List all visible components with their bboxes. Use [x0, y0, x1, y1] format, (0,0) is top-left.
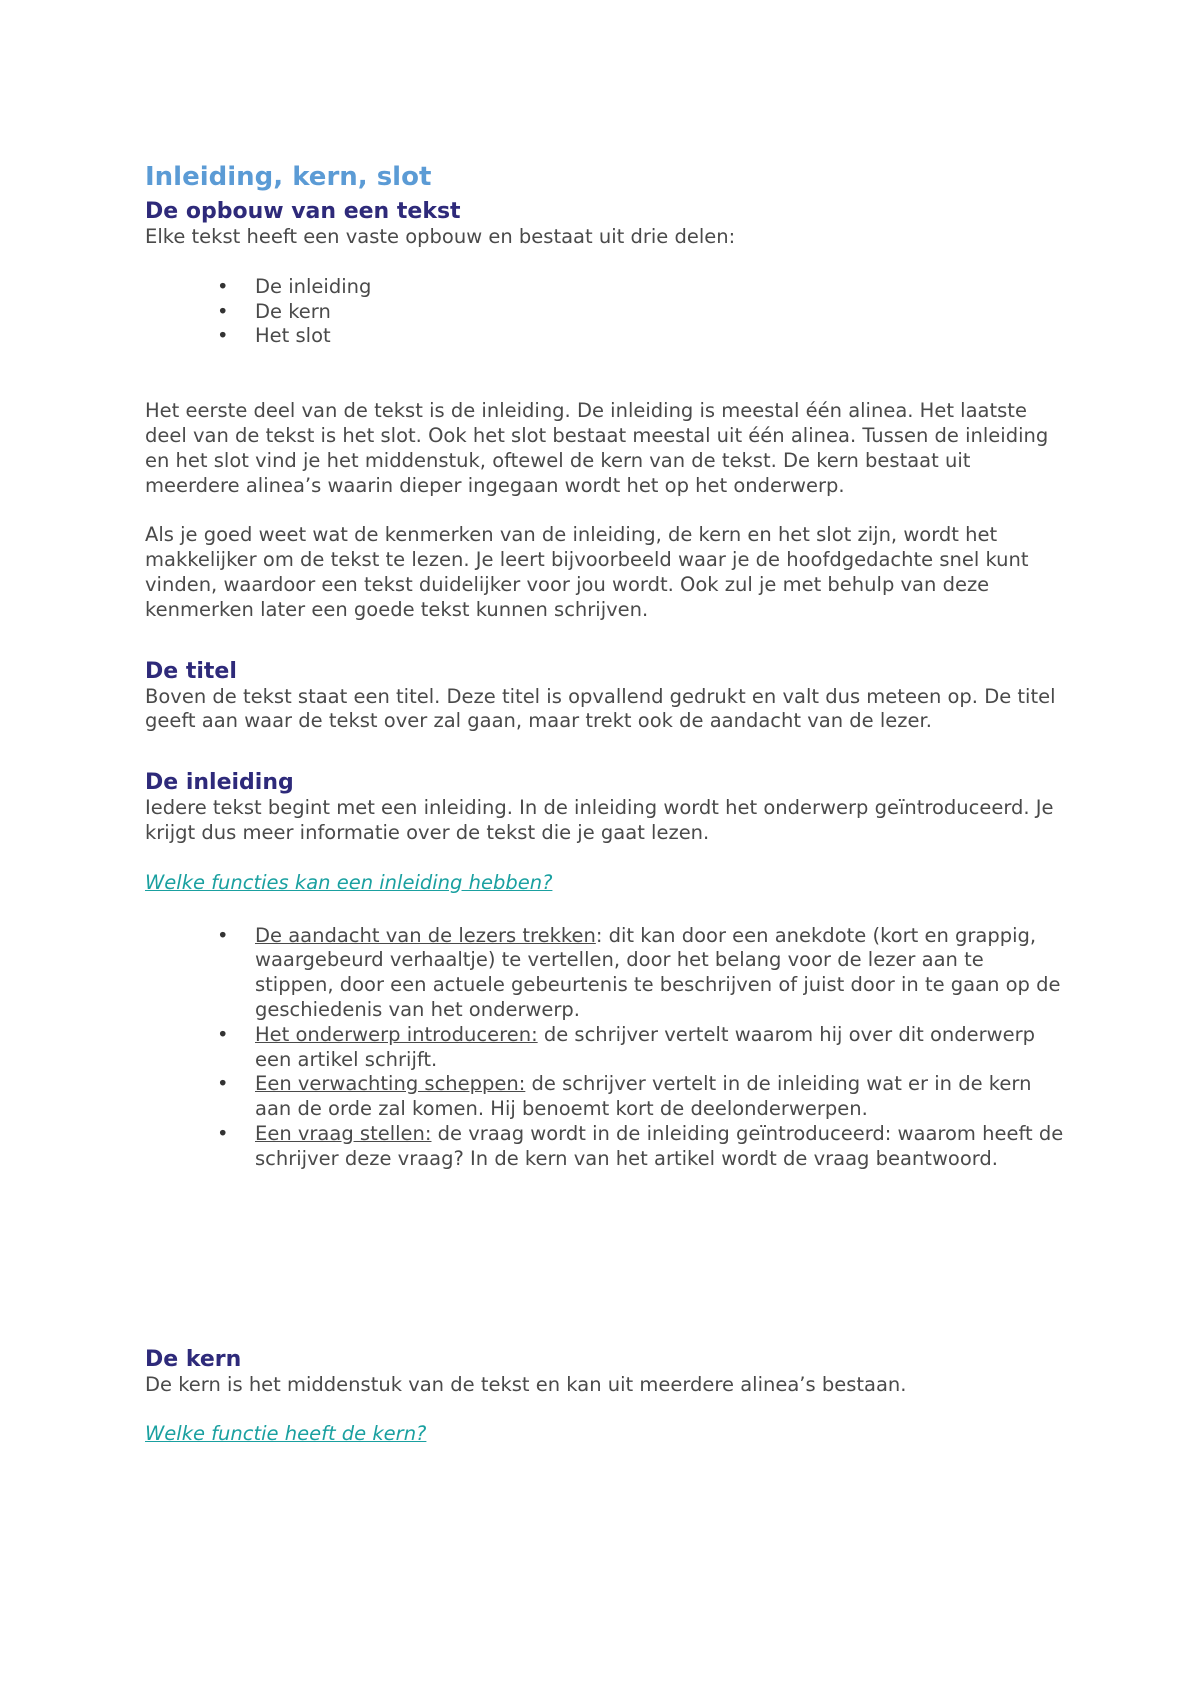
- kern-question-wrap: [145, 1422, 1065, 1447]
- list-item: [145, 924, 1065, 1023]
- function-term: Een vraag stellen:: [255, 1121, 432, 1145]
- list-item-text: Het slot: [255, 324, 331, 348]
- function-text: de schrijver vertelt in de inleiding wat er in de kern aan de orde zal komen. Hij benoemt kort de deelonderwerpen.: [255, 1072, 1032, 1121]
- inleiding-paragraph: Iedere tekst begint met een inleiding. In de inleiding wordt het onderwerp geïntroduceerd. Je krijgt dus meer informatie over de tekst die je gaat lezen.: [145, 796, 1054, 844]
- heading-opbouw: De opbouw van een tekst: [145, 199, 461, 224]
- bullet-icon: •: [217, 1022, 229, 1046]
- opbouw-intro: Elke tekst heeft een vaste opbouw en bestaat uit drie delen:: [145, 225, 736, 248]
- function-text: de schrijver vertelt waarom hij over dit onderwerp een artikel schrijft.: [255, 1022, 1036, 1071]
- list-item-text: De kern: [255, 299, 331, 323]
- function-term: Het onderwerp introduceren:: [255, 1022, 538, 1046]
- heading-inleiding: De inleiding: [145, 770, 294, 796]
- list-item: [145, 1072, 1065, 1122]
- kern-question-link[interactable]: Welke functie heeft de kern?: [145, 1422, 427, 1446]
- function-text: : dit kan door een anekdote (kort en grappig, waargebeurd verhaaltje) te vertellen, door het belang voor de lezer aan te stippen, door een actuele gebeurtenis te beschrijven of juist door in te gaan op de geschiedenis van het onderwerp.: [255, 923, 1061, 1021]
- document-title: Inleiding, kern, slot: [145, 162, 432, 192]
- list-item: [145, 275, 1065, 300]
- list-item: [145, 1122, 1065, 1172]
- kern-paragraph: De kern is het middenstuk van de tekst en kan uit meerdere alinea’s bestaan.: [145, 1372, 907, 1396]
- opbouw-list: [145, 275, 1065, 349]
- bullet-icon: •: [217, 324, 229, 348]
- bullet-icon: •: [217, 923, 229, 947]
- heading-titel: De titel: [145, 658, 237, 684]
- function-text: de vraag wordt in de inleiding geïntroduceerd: waarom heeft de schrijver deze vraag? In de kern van het artikel wordt de vraag beantwoord.: [255, 1121, 1064, 1170]
- list-item: [145, 300, 1065, 325]
- function-term: Een verwachting scheppen:: [255, 1072, 526, 1096]
- list-item-text: De inleiding: [255, 274, 372, 298]
- opbouw-paragraph-2: Als je goed weet wat de kenmerken van de inleiding, de kern en het slot zijn, wordt het makkelijker om de tekst te lezen. Je leert bijvoorbeeld waar je de hoofdgedachte snel kunt vinden, waardoor een tekst duidelijker voor jou wordt. Ook zul je met behulp van deze kenmerken later een goede tekst kunnen schrijven.: [145, 523, 1029, 621]
- document-page: [145, 155, 1065, 1447]
- inleiding-question-link[interactable]: Welke functies kan een inleiding hebben?: [145, 870, 553, 894]
- bullet-icon: •: [217, 1121, 229, 1145]
- list-item: [145, 1023, 1065, 1073]
- bullet-icon: •: [217, 274, 229, 298]
- function-term: De aandacht van de lezers trekken: [255, 923, 596, 947]
- opbouw-paragraph-1: Het eerste deel van de tekst is de inleiding. De inleiding is meestal één alinea. Het laatste deel van de tekst is het slot. Ook het slot bestaat meestal uit één alinea. Tussen de inleiding en het slot vind je het middenstuk, oftewel de kern van de tekst. De kern bestaat uit meerdere alinea’s waarin dieper ingegaan wordt het op het onderwerp.: [145, 399, 1049, 497]
- bullet-icon: •: [217, 1072, 229, 1096]
- bullet-icon: •: [217, 299, 229, 323]
- list-item: [145, 324, 1065, 349]
- titel-paragraph: Boven de tekst staat een titel. Deze titel is opvallend gedrukt en valt dus meteen op. De titel geeft aan waar de tekst over zal gaan, maar trekt ook de aandacht van de lezer.: [145, 684, 1056, 733]
- inleiding-functions-list: [145, 924, 1065, 1172]
- heading-kern: De kern: [145, 1346, 242, 1372]
- inleiding-question-wrap: [145, 871, 1065, 896]
